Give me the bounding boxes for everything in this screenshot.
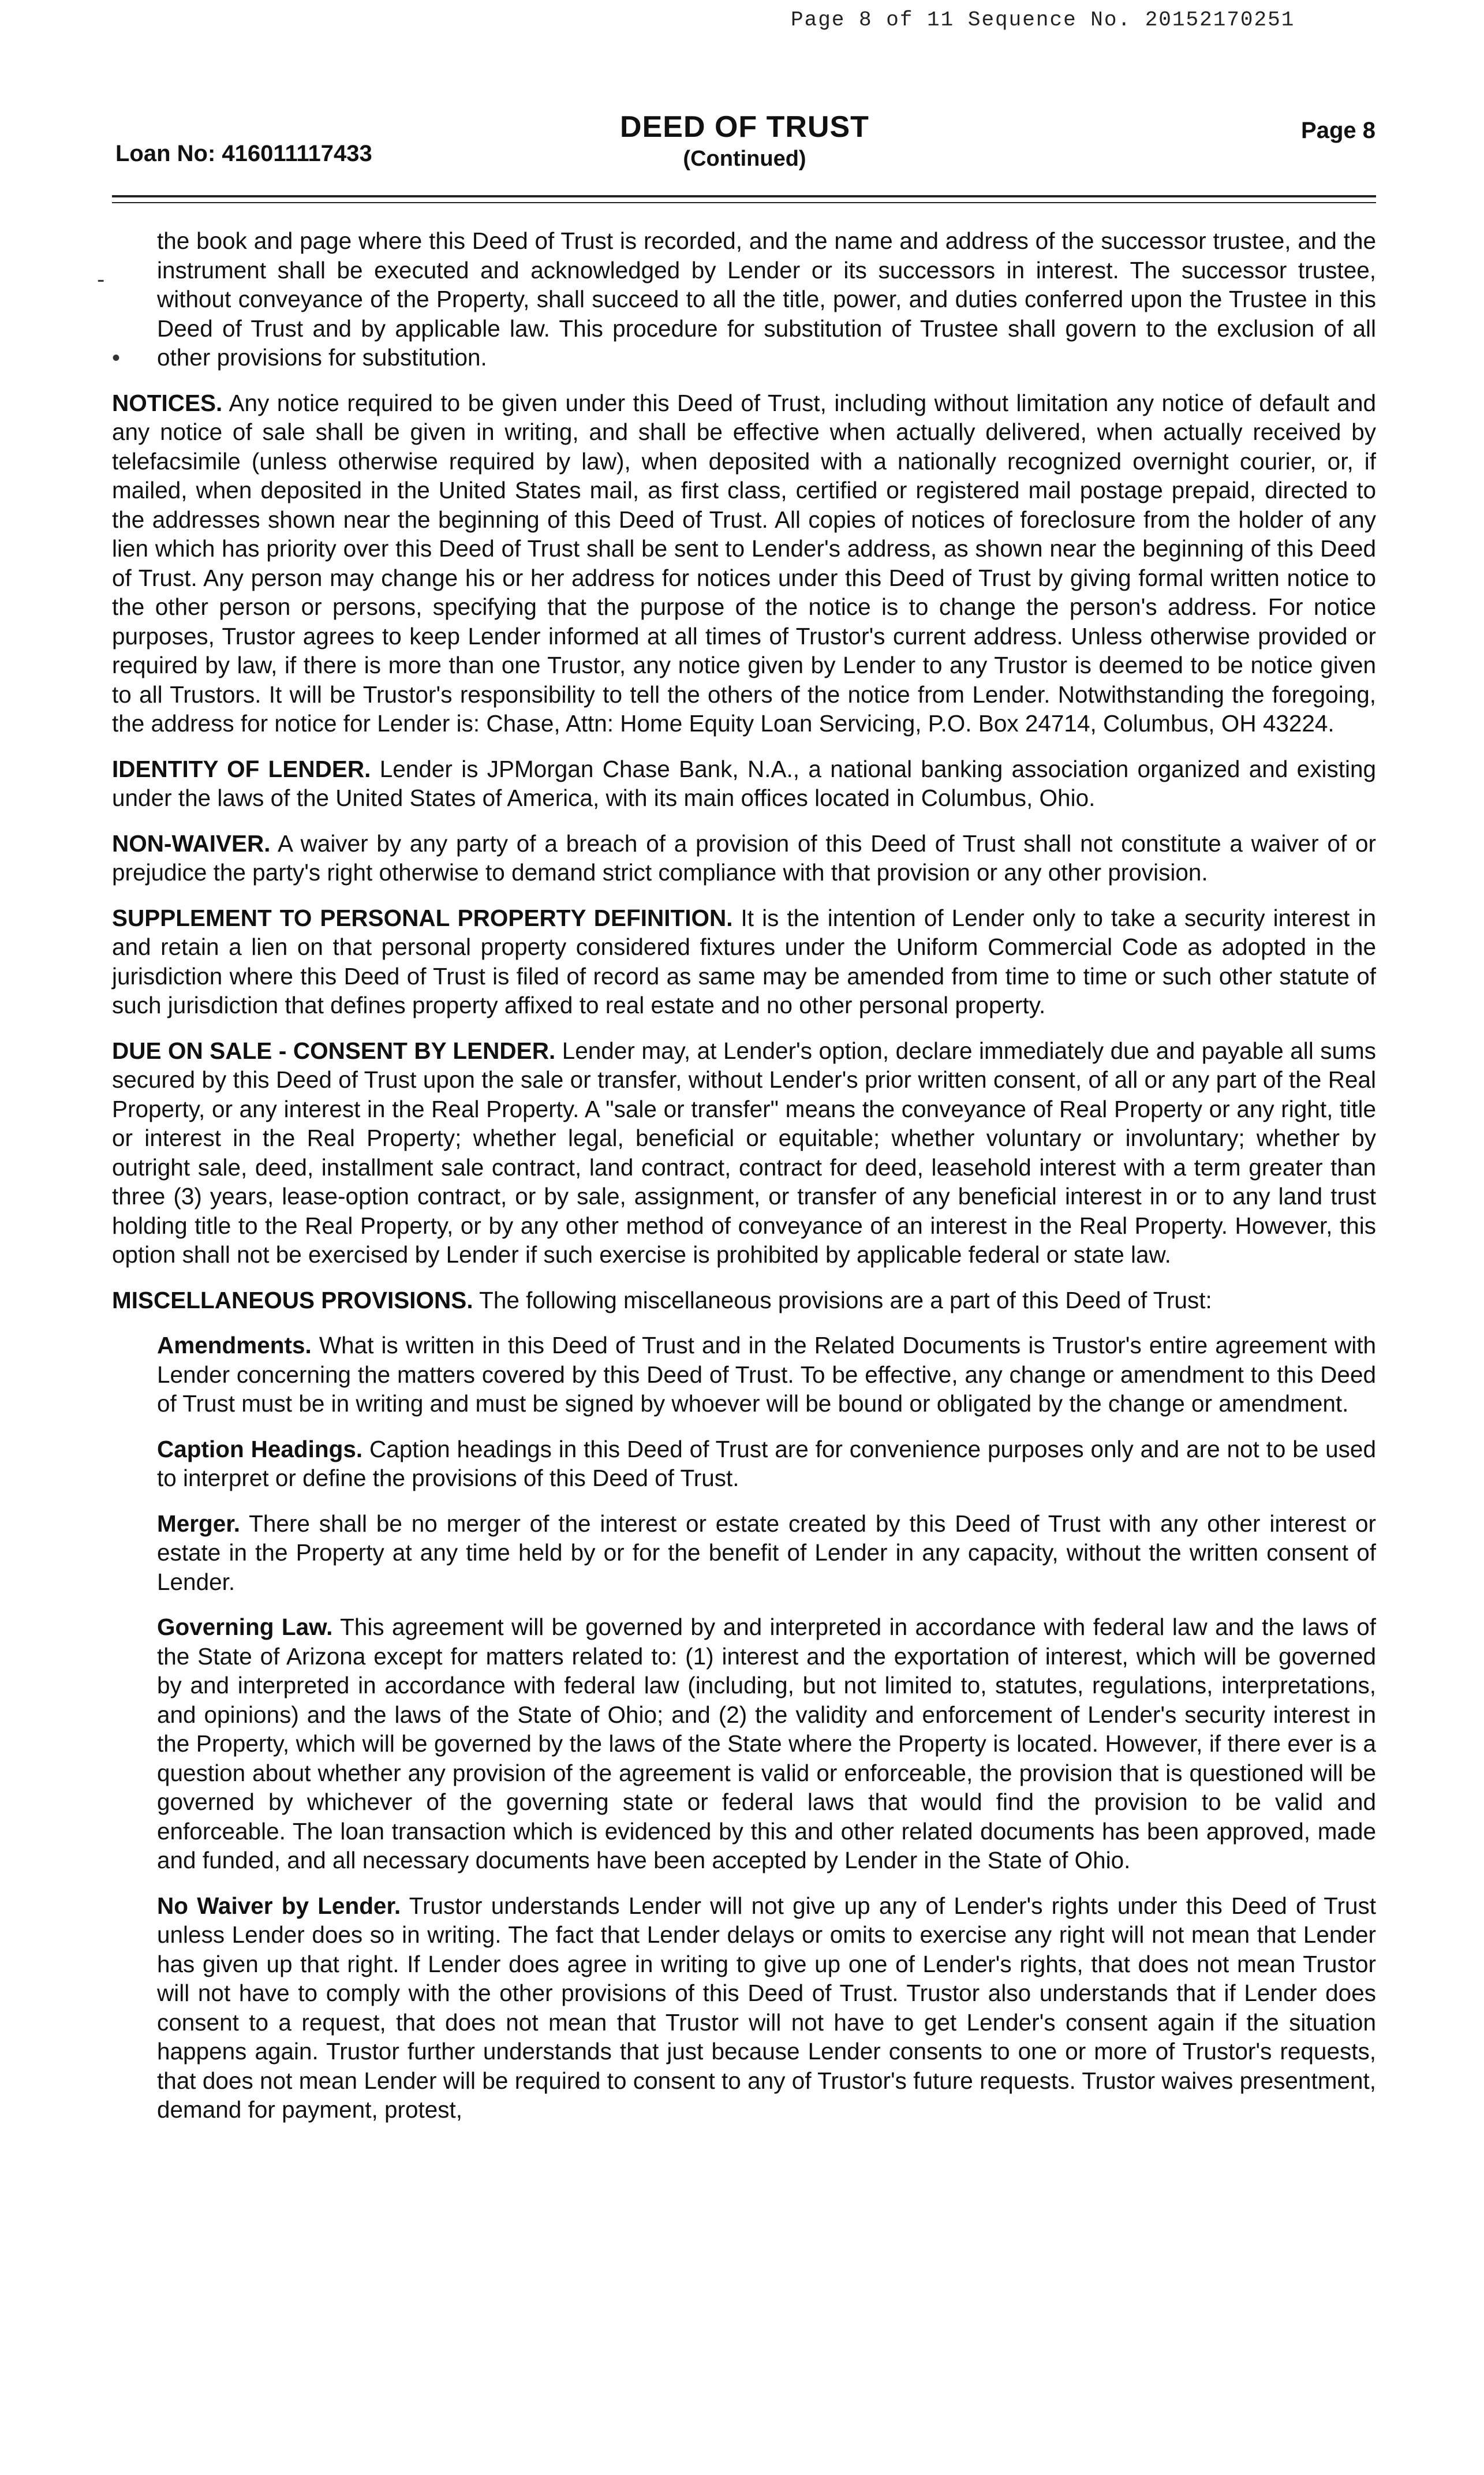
paragraph-governing-law	[112, 1612, 1376, 1875]
section-heading: DUE ON SALE - CONSENT BY LENDER.	[112, 1037, 556, 1064]
paragraph-text: A waiver by any party of a breach of a provision of this Deed of Trust shall not constitute a waiver of or prejudice the party's right otherwise to demand strict compliance with that provision or any other provision.	[112, 830, 1376, 886]
subsection-heading: No Waiver by Lender.	[157, 1892, 401, 1919]
paragraph-text: This agreement will be governed by and interpreted in accordance with federal law and the laws of the State of Arizona except for matters related to: (1) interest and the exportation of interest, which will be governed by and interpreted in accordance with federal law (including, but not limited to, statutes, regulations, interpretations, and opinions) and the laws of the State of Ohio; and (2) the validity and enforcement of Lender's security interest in the Property, which will be governed by the laws of the State where the Property is located. However, if there ever is a question about whether any provision of the agreement is valid or enforceable, the provision that is questioned will be governed by whichever of the governing state or federal laws that would find the provision to be valid and enforceable. The loan transaction which is evidenced by this and other related documents has been approved, made and funded, and all necessary documents have been accepted by Lender in the State of Ohio.	[157, 1614, 1376, 1873]
paragraph-non-waiver	[112, 829, 1376, 887]
fax-header-text: Page 8 of 11 Sequence No. 20152170251	[791, 8, 1295, 32]
section-heading: NOTICES.	[112, 389, 223, 416]
paragraph-identity-of-lender	[112, 755, 1376, 813]
subsection-heading: Merger.	[157, 1510, 241, 1537]
document-body	[112, 226, 1376, 2141]
paragraph-amendments	[112, 1331, 1376, 1418]
paragraph-due-on-sale	[112, 1036, 1376, 1270]
header-rule-thin	[112, 202, 1376, 203]
paragraph-text: Trustor understands Lender will not give up any of Lender's rights under this Deed of Trust unless Lender does so in writing. The fact that Lender delays or omits to exercise any right will not mean that Lender has given up that right. If Lender does agree in writing to give up one of Lender's rights, that does not mean Trustor will not have to comply with the other provisions of this Deed of Trust. Trustor also understands that if Lender does consent to a request, that does not mean that Trustor will not have to get Lender's consent again if the situation happens again. Trustor further understands that just because Lender consents to one or more of Trustor's requests, that does not mean Lender will be required to consent to any of Trustor's future requests. Trustor waives presentment, demand for payment, protest,	[157, 1892, 1376, 2123]
section-heading: NON-WAIVER.	[112, 830, 271, 857]
paragraph-text: Caption headings in this Deed of Trust are for convenience purposes only and are not to be used to interpret or define the provisions of this Deed of Trust.	[157, 1435, 1376, 1491]
paragraph-trustee-substitution	[112, 226, 1376, 372]
paragraph-text: The following miscellaneous provisions are a part of this Deed of Trust:	[479, 1286, 1212, 1313]
paragraph-text: What is written in this Deed of Trust and in the Related Documents is Trustor's entire agreement with Lender concerning the matters covered by this Deed of Trust. To be effective, any change or amendment to this Deed of Trust must be in writing and must be signed by whoever will be bound or obligated by the change or amendment.	[157, 1332, 1376, 1417]
section-heading: MISCELLANEOUS PROVISIONS.	[112, 1286, 473, 1313]
paragraph-merger	[112, 1509, 1376, 1597]
loan-number: Loan No: 416011117433	[115, 141, 372, 166]
document-title-block	[566, 110, 924, 171]
section-heading: SUPPLEMENT TO PERSONAL PROPERTY DEFINITION.	[112, 904, 733, 931]
paragraph-text: the book and page where this Deed of Trust is recorded, and the name and address of the successor trustee, and the instrument shall be executed and acknowledged by Lender or its successors in interest. The successor trustee, without conveyance of the Property, shall succeed to all the title, power, and duties conferred upon the Trustee in this Deed of Trust and by applicable law. This procedure for substitution of Trustee shall govern to the exclusion of all other provisions for substitution.	[157, 227, 1376, 371]
paragraph-no-waiver-by-lender	[112, 1891, 1376, 2125]
paragraph-notices	[112, 389, 1376, 738]
document-title: DEED OF TRUST	[620, 110, 869, 144]
page-number: Page 8	[1301, 118, 1375, 143]
paragraph-text: Lender may, at Lender's option, declare immediately due and payable all sums secured by this Deed of Trust upon the sale or transfer, without Lender's prior written consent, of all or any part of the Real Property, or any interest in the Real Property. A "sale or transfer" means the conveyance of Real Property or any right, title or interest in the Real Property; whether legal, beneficial or equitable; whether voluntary or involuntary; whether by outright sale, deed, installment sale contract, land contract, contract for deed, leasehold interest with a term greater than three (3) years, lease-option contract, or by sale, assignment, or transfer of any beneficial interest in or to any land trust holding title to the Real Property, or by any other method of conveyance of an interest in the Real Property. However, this option shall not be exercised by Lender if such exercise is prohibited by applicable federal or state law.	[112, 1037, 1376, 1268]
paragraph-miscellaneous-provisions	[112, 1286, 1376, 1315]
subsection-heading: Caption Headings.	[157, 1435, 363, 1462]
paragraph-text: Lender is JPMorgan Chase Bank, N.A., a national banking association organized and existing under the laws of the United States of America, with its main offices located in Columbus, Ohio.	[112, 755, 1376, 811]
document-subtitle: (Continued)	[683, 147, 806, 171]
margin-mark-dot: •	[112, 345, 121, 371]
subsection-heading: Governing Law.	[157, 1614, 333, 1640]
paragraph-text: There shall be no merger of the interest or estate created by this Deed of Trust with any other interest or estate in the Property at any time held by or for the benefit of Lender in any capacity, without the written consent of Lender.	[157, 1510, 1376, 1595]
margin-mark-dash: -	[97, 267, 105, 292]
section-heading: IDENTITY OF LENDER.	[112, 755, 371, 782]
subsection-heading: Amendments.	[157, 1332, 312, 1358]
paragraph-caption-headings	[112, 1435, 1376, 1493]
paragraph-text: Any notice required to be given under this Deed of Trust, including without limitation any notice of default and any notice of sale shall be given in writing, and shall be effective when actually delivered, when actually received by telefacsimile (unless otherwise required by law), when deposited with a nationally recognized overnight courier, or, if mailed, when deposited in the United States mail, as first class, certified or registered mail postage prepaid, directed to the addresses shown near the beginning of this Deed of Trust. All copies of notices of foreclosure from the holder of any lien which has priority over this Deed of Trust shall be sent to Lender's address, as shown near the beginning of this Deed of Trust. Any person may change his or her address for notices under this Deed of Trust by giving formal written notice to the other person or persons, specifying that the purpose of the notice is to change the person's address. For notice purposes, Trustor agrees to keep Lender informed at all times of Trustor's current address. Unless otherwise provided or required by law, if there is more than one Trustor, any notice given by Lender to any Trustor is deemed to be notice given to all Trustors. It will be Trustor's responsibility to tell the others of the notice from Lender. Notwithstanding the foregoing, the address for notice for Lender is: Chase, Attn: Home Equity Loan Servicing, P.O. Box 24714, Columbus, OH 43224.	[112, 389, 1376, 737]
paragraph-text: It is the intention of Lender only to take a security interest in and retain a lien on that personal property considered fixtures under the Uniform Commercial Code as adopted in the jurisdiction where this Deed of Trust is filed of record as same may be amended from time to time or such other statute of such jurisdiction that defines property affixed to real estate and no other personal property.	[112, 904, 1376, 1018]
header-rule-thick	[112, 195, 1376, 197]
paragraph-supplement-personal-property	[112, 904, 1376, 1020]
